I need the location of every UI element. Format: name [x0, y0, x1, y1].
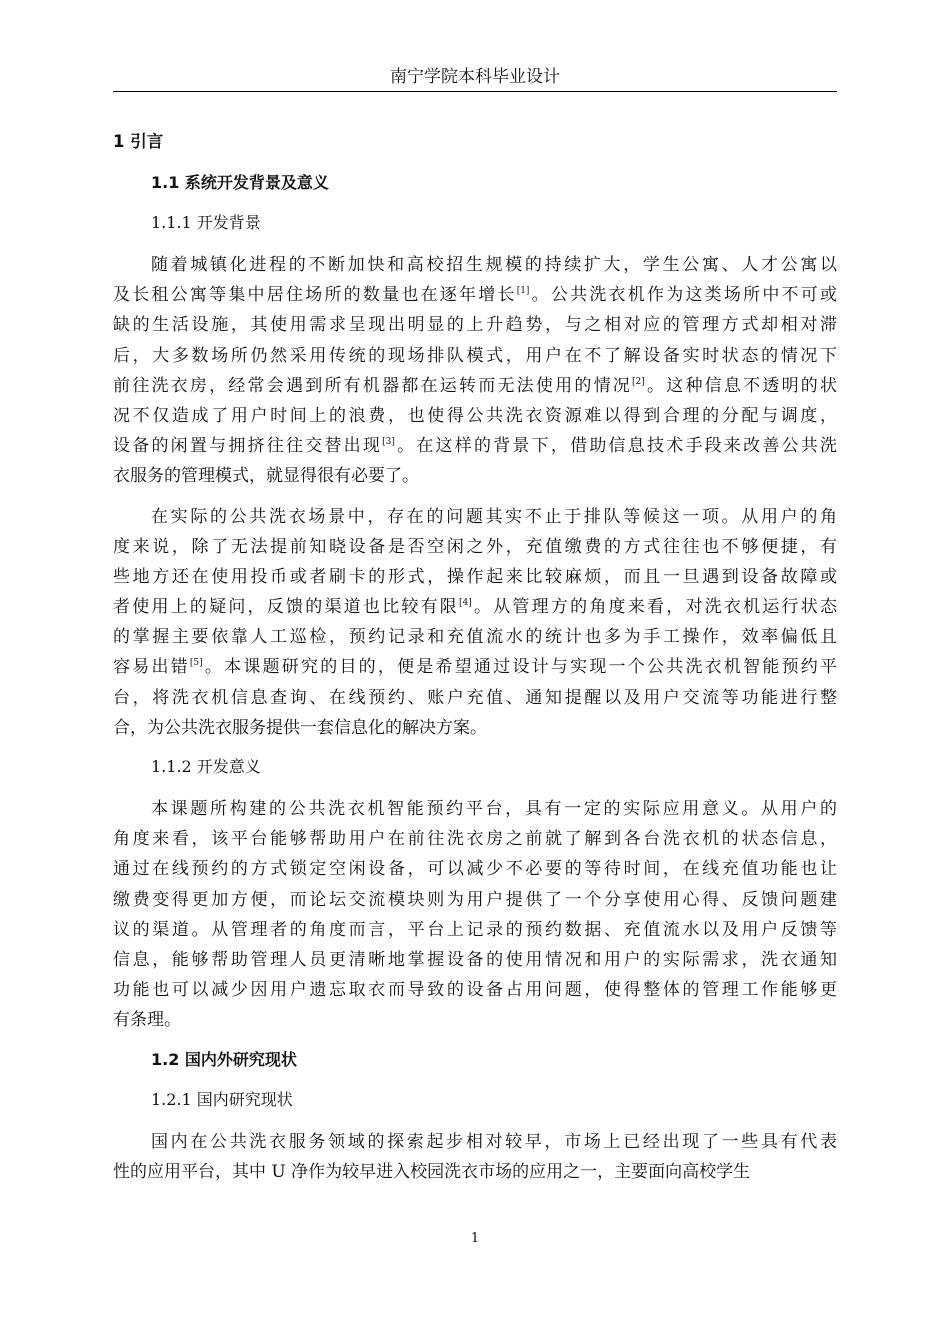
page-body [113, 128, 837, 1197]
page-header: 南宁学院本科毕业设计 [390, 67, 560, 87]
paragraph [113, 502, 837, 744]
paragraph-line: 合，为公共洗衣服务提供一套信息化的解决方案。 [113, 717, 487, 738]
paragraph [113, 1127, 837, 1187]
paragraph-line: 容易出错[5]。本课题研究的目的，便是希望通过设计与实现一个公共洗衣机智能预约平 [113, 657, 838, 678]
paragraph-line: 国内在公共洗衣服务领域的探索起步相对较早，市场上已经出现了一些具有代表 [151, 1131, 837, 1152]
paragraph-line: 后，大多数场所仍然采用传统的现场排队模式，用户在不了解设备实时状态的情况下 [113, 345, 837, 366]
paragraph-line: 功能也可以减少因用户遗忘取衣而导致的设备占用问题，使得整体的管理工作能够更 [113, 980, 837, 1001]
paragraph-line: 者使用上的疑问，反馈的渠道也比较有限[4]。从管理方的角度来看，对洗衣机运行状态 [113, 597, 838, 618]
paragraph-line: 随着城镇化进程的不断加快和高校招生规模的持续扩大，学生公寓、人才公寓以 [151, 255, 837, 275]
subsection-heading: 1.1.2 开发意义 [151, 757, 261, 776]
paragraph-line: 有条理。 [113, 1010, 181, 1031]
paragraph-line: 缴费变得更加方便，而论坛交流模块则为用户提供了一个分享使用心得、反馈问题建 [113, 889, 837, 910]
paragraph [113, 250, 837, 492]
paragraph-line: 缺的生活设施，其使用需求呈现出明显的上升趋势，与之相对应的管理方式却相对滞 [113, 315, 837, 336]
paragraph-line: 性的应用平台，其中 U 净作为较早进入校园洗衣市场的应用之一，主要面向高校学生 [113, 1161, 751, 1182]
section-heading: 1.2 国内外研究现状 [151, 1049, 297, 1069]
subsection-heading: 1.1.1 开发背景 [151, 213, 261, 232]
paragraph-line: 的掌握主要依靠人工巡检，预约记录和充值流水的统计也多为手工操作，效率偏低且 [113, 627, 837, 648]
paragraph-line: 信息，能够帮助管理人员更清晰地掌握设备的使用情况和用户的实际需求，洗衣通知 [113, 949, 837, 970]
paragraph-line: 台，将洗衣机信息查询、在线预约、账户充值、通知提醒以及用户交流等功能进行整 [113, 687, 837, 708]
paragraph-line: 角度来看，该平台能够帮助用户在前往洗衣房之前就了解到各台洗衣机的状态信息， [113, 829, 837, 850]
citation-marker: [5] [189, 658, 203, 669]
page-number: 1 [470, 1231, 480, 1246]
paragraph-line: 及长租公寓等集中居住场所的数量也在逐年增长[1]。公共洗衣机作为这类场所中不可或 [113, 285, 838, 306]
chapter-heading: 1 引言 [113, 132, 164, 151]
citation-marker: [3] [382, 437, 395, 448]
paragraph-line: 本课题所构建的公共洗衣机智能预约平台，具有一定的实际应用意义。从用户的 [151, 799, 837, 819]
citation-marker: [2] [632, 376, 645, 387]
paragraph-line: 些地方还在使用投币或者刷卡的形式，操作起来比较麻烦，而且一旦遇到设备故障或 [113, 566, 837, 587]
paragraph-line: 通过在线预约的方式锁定空闲设备，可以减少不必要的等待时间，在线充值功能也让 [113, 859, 837, 880]
section-heading: 1.1 系统开发背景及意义 [151, 173, 329, 192]
citation-marker: [4] [459, 598, 472, 609]
paragraph-line: 在实际的公共洗衣场景中，存在的问题其实不止于排队等候这一项。从用户的角 [151, 506, 837, 527]
subsection-heading: 1.2.1 国内研究现状 [151, 1089, 293, 1109]
paragraph-line: 衣服务的管理模式，就显得很有必要了。 [113, 466, 419, 487]
paragraph-line: 议的渠道。从管理者的角度而言，平台上记录的预约数据、充值流水以及用户反馈等 [113, 919, 837, 940]
header-rule [113, 91, 837, 92]
citation-marker: [1] [516, 286, 530, 297]
paragraph-line: 前往洗衣房，经常会遇到所有机器都在运转而无法使用的情况[2]。这种信息不透明的状 [113, 375, 838, 396]
paragraph [113, 794, 837, 1036]
paragraph-line: 度来说，除了无法提前知晓设备是否空闲之外，充值缴费的方式往往也不够便捷，有 [113, 536, 837, 557]
paragraph-line: 况不仅造成了用户时间上的浪费，也使得公共洗衣资源难以得到合理的分配与调度， [113, 405, 837, 426]
paragraph-line: 设备的闲置与拥挤往往交替出现[3]。在这样的背景下，借助信息技术手段来改善公共洗 [113, 436, 838, 457]
